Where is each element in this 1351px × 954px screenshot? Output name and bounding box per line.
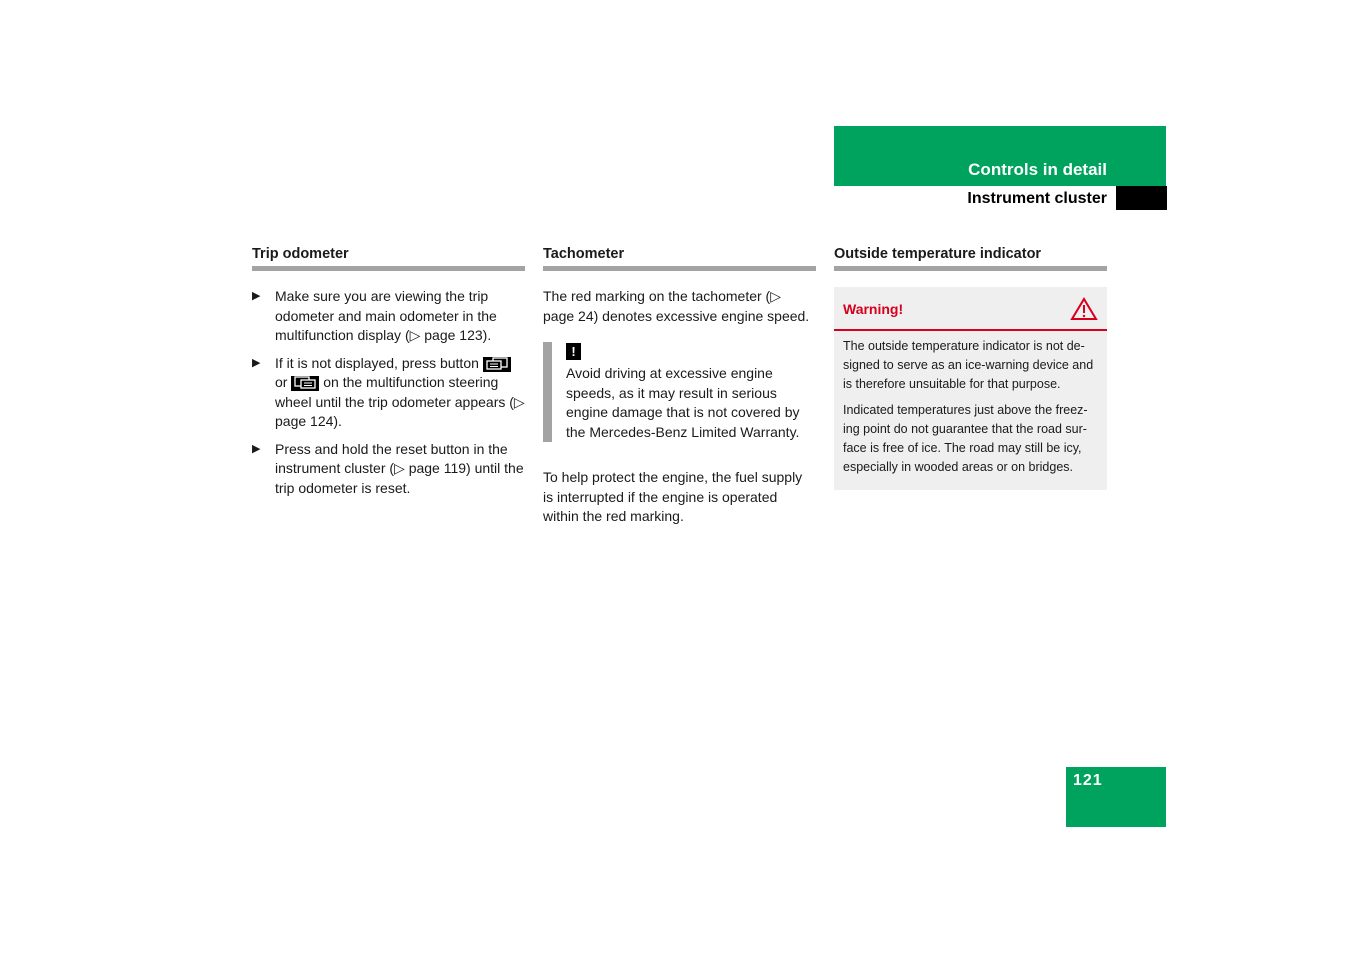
instruction-text: Make sure you are viewing the trip odometer and main odometer in the multifunction display (▷ page 123). xyxy=(275,288,497,343)
outside-temperature-heading: Outside temperature indicator xyxy=(834,246,1107,271)
previous-display-button-icon xyxy=(291,376,319,391)
exclamation-icon: ! xyxy=(566,343,581,360)
bullet-arrow-icon: ▶ xyxy=(252,290,261,302)
chapter-title: Controls in detail xyxy=(968,160,1107,179)
warning-header xyxy=(834,287,1107,331)
instruction-text-part: If it is not displayed, press button xyxy=(275,354,479,371)
tachometer-column xyxy=(543,246,816,535)
outside-temperature-column xyxy=(834,246,1107,490)
notice-body xyxy=(552,342,816,442)
trip-odometer-heading: Trip odometer xyxy=(252,246,525,271)
instruction-item xyxy=(252,354,525,432)
tachometer-heading: Tachometer xyxy=(543,246,816,271)
instruction-item xyxy=(252,440,525,499)
bullet-arrow-icon: ▶ xyxy=(252,356,261,369)
trip-odometer-column xyxy=(252,246,525,506)
page-number: 121 xyxy=(1073,772,1103,789)
engine-damage-notice xyxy=(543,342,816,442)
notice-bar xyxy=(543,342,552,442)
page-number-box xyxy=(1066,767,1166,827)
section-tab-marker xyxy=(1116,186,1167,210)
next-display-button-icon xyxy=(483,357,511,372)
instruction-text-part: or xyxy=(275,374,288,390)
notice-text: Avoid driving at excessive engine speeds, as it may result in serious engine damage that is not covered by the Mercedes-Benz Limited Warranty. xyxy=(566,365,800,440)
instruction-text-part: on the multifunction steering wheel until the trip odometer appears (▷ page 124). xyxy=(275,374,525,429)
warning-paragraph: The outside temperature indicator is not de-signed to serve as an ice-warning device and is therefore unsuitable for that purpose. xyxy=(843,339,1094,391)
instruction-text: Press and hold the reset button in the instrument cluster (▷ page 119) until the trip odometer is reset. xyxy=(275,440,524,496)
warning-triangle-icon xyxy=(1070,297,1098,321)
chapter-header-bar xyxy=(834,126,1166,186)
tachometer-outro: To help protect the engine, the fuel supply is interrupted if the engine is operated within the red marking. xyxy=(543,469,803,524)
warning-paragraph: Indicated temperatures just above the freez-ing point do not guarantee that the road sur-face is free of ice. The road may still be icy, especially in wooded areas or on bridges. xyxy=(843,403,1088,474)
bullet-arrow-icon: ▶ xyxy=(252,442,261,455)
instruction-text xyxy=(275,354,525,432)
instruction-item xyxy=(252,287,525,346)
warning-label: Warning! xyxy=(843,301,904,317)
section-title: Instrument cluster xyxy=(967,190,1107,207)
warning-box xyxy=(834,287,1107,490)
tachometer-intro: The red marking on the tachometer (▷ page 24) denotes excessive engine speed. xyxy=(543,288,810,324)
warning-body xyxy=(834,331,1107,490)
